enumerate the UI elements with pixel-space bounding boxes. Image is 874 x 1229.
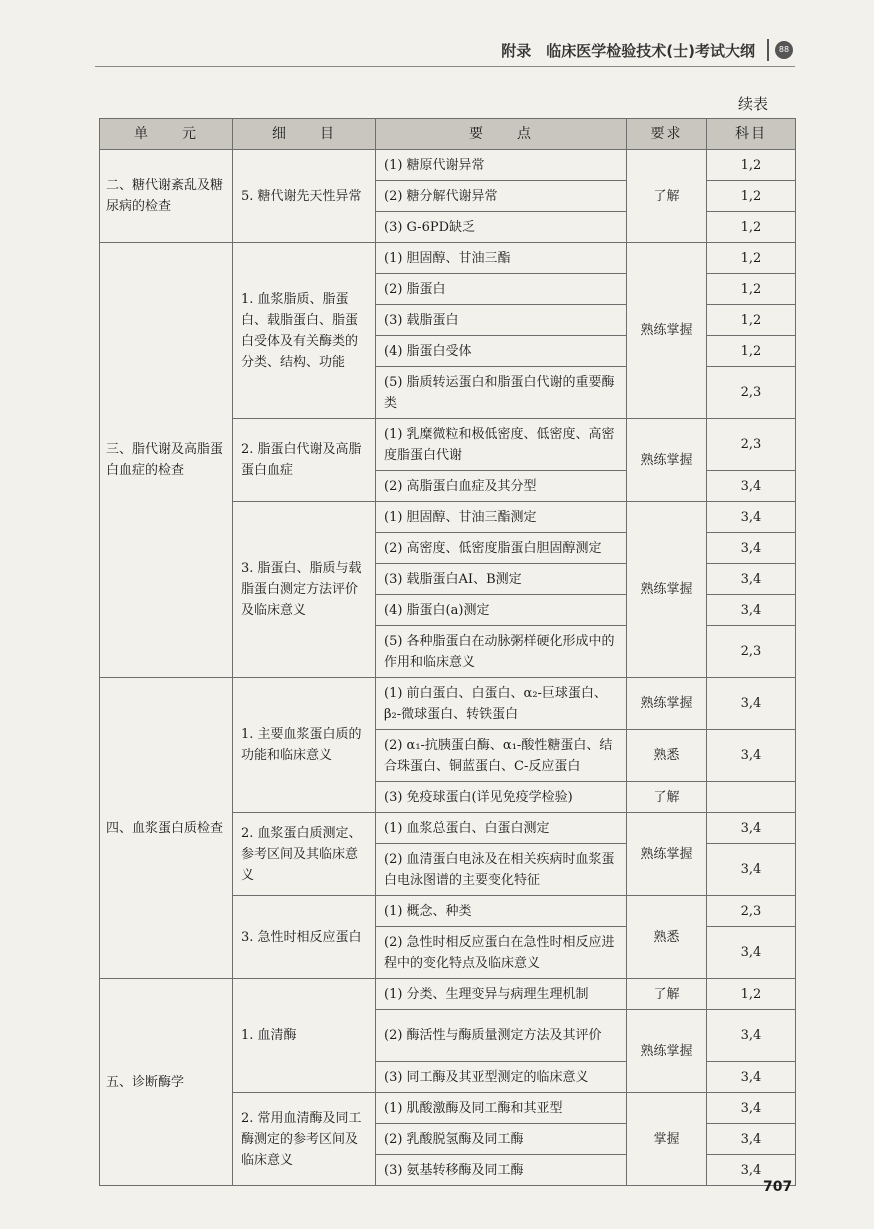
detail-cell: 1. 血浆脂质、脂蛋白、载脂蛋白、脂蛋白受体及有关酶类的分类、结构、功能 (233, 243, 376, 419)
point-cell: (2) 酶活性与酶质量测定方法及其评价 (376, 1010, 627, 1062)
point-cell: (1) 分类、生理变异与病理生理机制 (376, 979, 627, 1010)
subject-cell: 2,3 (707, 896, 796, 927)
requirement-cell: 熟练掌握 (627, 502, 707, 678)
point-cell: (2) 糖分解代谢异常 (376, 181, 627, 212)
requirement-cell: 熟练掌握 (627, 419, 707, 502)
subject-cell: 3,4 (707, 1062, 796, 1093)
point-cell: (2) 脂蛋白 (376, 274, 627, 305)
requirement-cell: 了解 (627, 979, 707, 1010)
point-cell: (2) 急性时相反应蛋白在急性时相反应进程中的变化特点及临床意义 (376, 927, 627, 979)
col-header-point: 要 点 (376, 119, 627, 150)
point-cell: (1) 血浆总蛋白、白蛋白测定 (376, 813, 627, 844)
subject-cell: 1,2 (707, 243, 796, 274)
syllabus-table (99, 118, 796, 1186)
requirement-cell: 熟悉 (627, 896, 707, 979)
subject-cell: 2,3 (707, 367, 796, 419)
requirement-cell: 熟练掌握 (627, 1010, 707, 1093)
point-cell: (2) 高脂蛋白血症及其分型 (376, 471, 627, 502)
unit-cell: 五、诊断酶学 (100, 979, 233, 1186)
col-header-detail: 细 目 (233, 119, 376, 150)
detail-cell: 5. 糖代谢先天性异常 (233, 150, 376, 243)
detail-cell: 3. 急性时相反应蛋白 (233, 896, 376, 979)
page-number: 707 (763, 1179, 793, 1195)
point-cell: (5) 各种脂蛋白在动脉粥样硬化形成中的作用和临床意义 (376, 626, 627, 678)
requirement-cell: 熟练掌握 (627, 813, 707, 896)
point-cell: (1) 胆固醇、甘油三酯 (376, 243, 627, 274)
table-header-row (100, 119, 796, 150)
point-cell: (3) 同工酶及其亚型测定的临床意义 (376, 1062, 627, 1093)
requirement-cell: 了解 (627, 782, 707, 813)
subject-cell: 3,4 (707, 1155, 796, 1186)
point-cell: (3) 免疫球蛋白(详见免疫学检验) (376, 782, 627, 813)
continued-label: 续表 (738, 95, 769, 113)
requirement-cell: 熟悉 (627, 730, 707, 782)
subject-cell: 3,4 (707, 595, 796, 626)
subject-cell: 3,4 (707, 1093, 796, 1124)
subject-cell: 3,4 (707, 533, 796, 564)
header-title: 附录 临床医学检验技术(士)考试大纲 (501, 42, 755, 60)
subject-cell: 3,4 (707, 678, 796, 730)
requirement-cell: 了解 (627, 150, 707, 243)
subject-cell: 3,4 (707, 927, 796, 979)
subject-cell: 1,2 (707, 305, 796, 336)
point-cell: (3) 载脂蛋白 (376, 305, 627, 336)
table-row (100, 979, 796, 1010)
point-cell: (2) 乳酸脱氢酶及同工酶 (376, 1124, 627, 1155)
col-header-subject: 科目 (707, 119, 796, 150)
point-cell: (4) 脂蛋白受体 (376, 336, 627, 367)
point-cell: (1) 前白蛋白、白蛋白、α₂-巨球蛋白、β₂-微球蛋白、转铁蛋白 (376, 678, 627, 730)
subject-cell: 1,2 (707, 150, 796, 181)
subject-cell: 3,4 (707, 502, 796, 533)
detail-cell: 2. 脂蛋白代谢及高脂蛋白血症 (233, 419, 376, 502)
table-row (100, 678, 796, 730)
unit-cell: 四、血浆蛋白质检查 (100, 678, 233, 979)
point-cell: (1) 胆固醇、甘油三酯测定 (376, 502, 627, 533)
col-header-requirement: 要求 (627, 119, 707, 150)
detail-cell: 3. 脂蛋白、脂质与载脂蛋白测定方法评价及临床意义 (233, 502, 376, 678)
subject-cell: 3,4 (707, 1010, 796, 1062)
point-cell: (3) 氨基转移酶及同工酶 (376, 1155, 627, 1186)
subject-cell: 2,3 (707, 419, 796, 471)
unit-cell: 三、脂代谢及高脂蛋白血症的检查 (100, 243, 233, 678)
point-cell: (1) 糖原代谢异常 (376, 150, 627, 181)
header-badge-icon: 88 (775, 41, 793, 59)
header-divider (767, 39, 769, 61)
point-cell: (1) 乳糜微粒和极低密度、低密度、高密度脂蛋白代谢 (376, 419, 627, 471)
subject-cell: 1,2 (707, 979, 796, 1010)
subject-cell: 3,4 (707, 813, 796, 844)
subject-cell (707, 782, 796, 813)
col-header-unit: 单 元 (100, 119, 233, 150)
detail-cell: 2. 常用血清酶及同工酶测定的参考区间及临床意义 (233, 1093, 376, 1186)
running-header (95, 36, 795, 67)
point-cell: (1) 肌酸激酶及同工酶和其亚型 (376, 1093, 627, 1124)
point-cell: (1) 概念、种类 (376, 896, 627, 927)
point-cell: (2) 血清蛋白电泳及在相关疾病时血浆蛋白电泳图谱的主要变化特征 (376, 844, 627, 896)
point-cell: (2) 高密度、低密度脂蛋白胆固醇测定 (376, 533, 627, 564)
point-cell: (2) α₁-抗胰蛋白酶、α₁-酸性糖蛋白、结合珠蛋白、铜蓝蛋白、C-反应蛋白 (376, 730, 627, 782)
subject-cell: 3,4 (707, 471, 796, 502)
point-cell: (4) 脂蛋白(a)测定 (376, 595, 627, 626)
subject-cell: 3,4 (707, 730, 796, 782)
subject-cell: 3,4 (707, 1124, 796, 1155)
requirement-cell: 熟练掌握 (627, 243, 707, 419)
subject-cell: 3,4 (707, 844, 796, 896)
detail-cell: 1. 血清酶 (233, 979, 376, 1093)
point-cell: (3) G-6PD缺乏 (376, 212, 627, 243)
subject-cell: 1,2 (707, 274, 796, 305)
subject-cell: 3,4 (707, 564, 796, 595)
point-cell: (5) 脂质转运蛋白和脂蛋白代谢的重要酶类 (376, 367, 627, 419)
subject-cell: 2,3 (707, 626, 796, 678)
subject-cell: 1,2 (707, 212, 796, 243)
detail-cell: 2. 血浆蛋白质测定、参考区间及其临床意义 (233, 813, 376, 896)
point-cell: (3) 载脂蛋白AⅠ、B测定 (376, 564, 627, 595)
subject-cell: 1,2 (707, 336, 796, 367)
table-row (100, 243, 796, 274)
subject-cell: 1,2 (707, 181, 796, 212)
unit-cell: 二、糖代谢紊乱及糖尿病的检查 (100, 150, 233, 243)
table-row (100, 150, 796, 181)
requirement-cell: 熟练掌握 (627, 678, 707, 730)
detail-cell: 1. 主要血浆蛋白质的功能和临床意义 (233, 678, 376, 813)
requirement-cell: 掌握 (627, 1093, 707, 1186)
